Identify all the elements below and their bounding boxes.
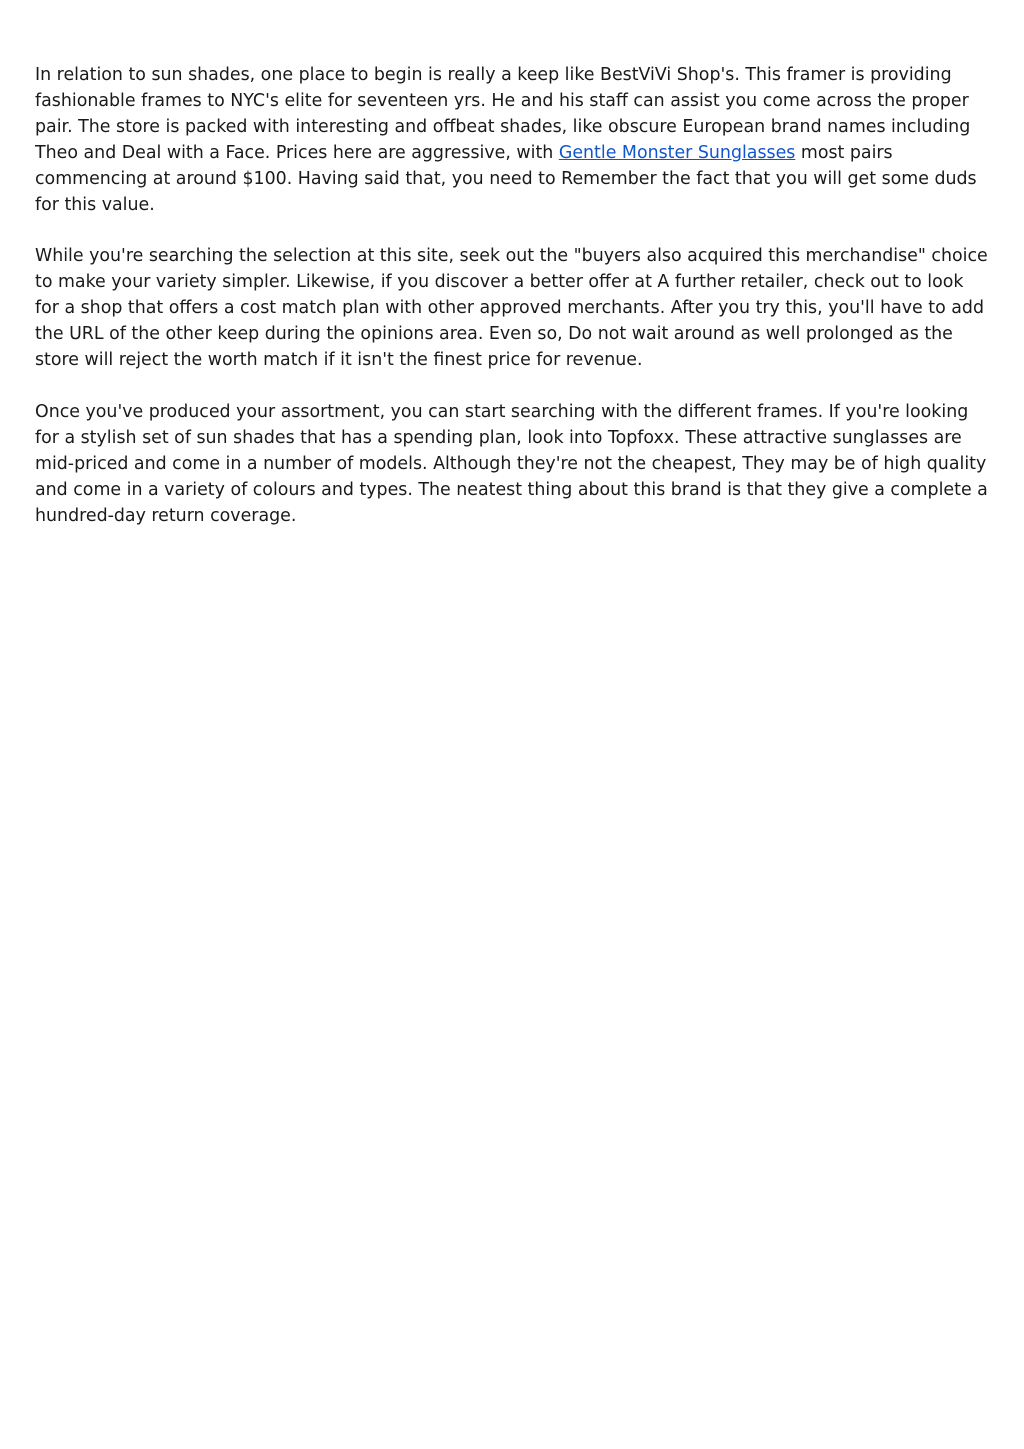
paragraph-2: While you're searching the selection at this site, seek out the "buyers also acquired this merchandise" choice to make your variety simpler. Likewise, if you discover a better offer at A further retailer, check out to look for a shop that offers a cost match plan with other approved merchants. After you try this, you'll have to add the URL of the other keep during the opinions area. Even so, Do not wait around as well prolonged as the store will reject the worth match if it isn't the finest price for revenue. xyxy=(35,246,988,371)
paragraph-1-text-end: most pairs commencing at around $100. Having said that, you need to Remember the fact that you will get some duds for this value. xyxy=(35,142,977,215)
paragraph-1-text-start: In relation to sun shades, one place to begin is really a keep like BestViVi Shop's. This framer is providing fashionable frames to NYC's elite for seventeen yrs. He and his staff can assist you come across the proper pair. The store is packed with interesting and offbeat shades, like obscure European brand names including Theo and Deal with a Face. Prices here are aggressive, with xyxy=(35,65,971,163)
paragraph-1 xyxy=(35,63,990,218)
gentle-monster-sunglasses-link[interactable]: Gentle Monster Sunglasses xyxy=(558,142,796,163)
document-page xyxy=(35,63,990,556)
paragraph-3: Once you've produced your assortment, you can start searching with the different frames. If you're looking for a stylish set of sun shades that has a spending plan, look into Topfoxx. These attractive sunglasses are mid-priced and come in a number of models. Although they're not the cheapest, They may be of high quality and come in a variety of colours and types. The neatest thing about this brand is that they give a complete a hundred-day return coverage. xyxy=(35,401,988,526)
